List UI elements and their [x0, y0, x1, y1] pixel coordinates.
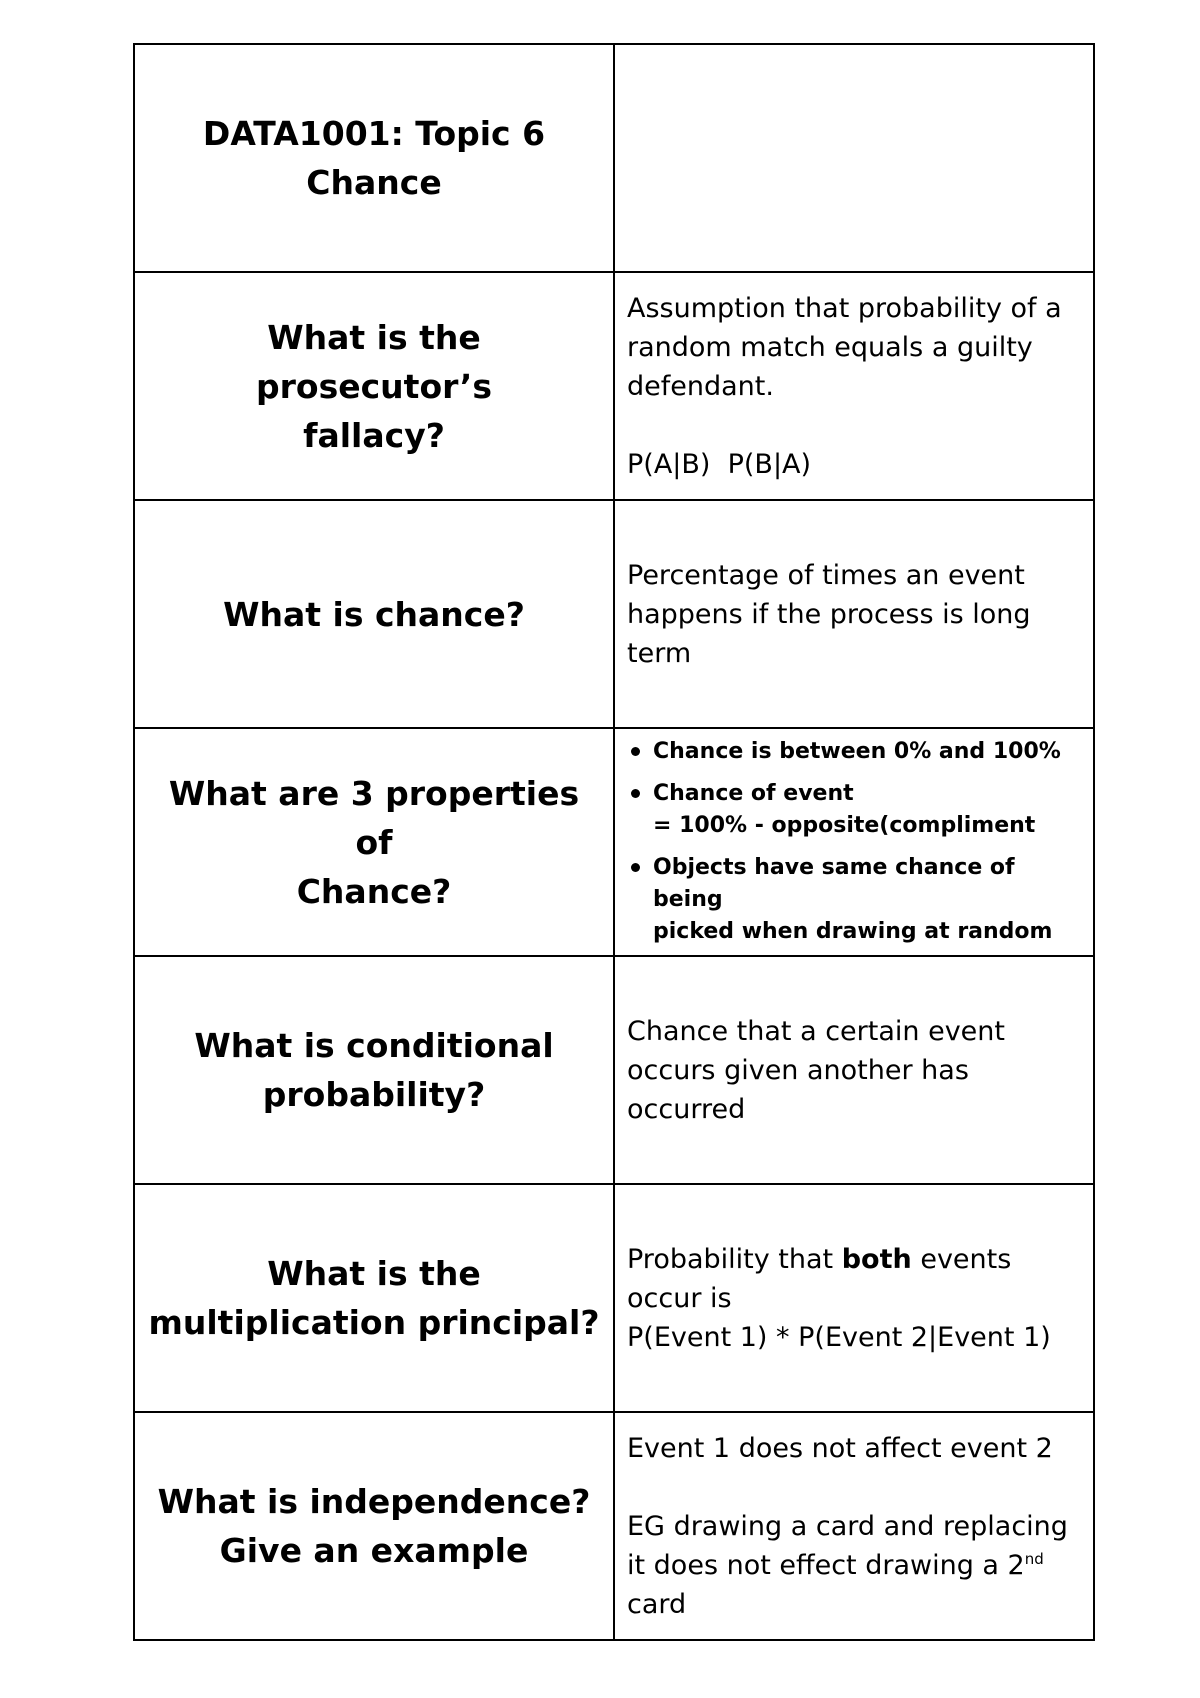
answer-formula: P(A|B) P(B|A)	[627, 448, 812, 480]
card-row-prosecutors-fallacy	[134, 272, 1094, 500]
answer-cell	[614, 1184, 1094, 1412]
question-line: What are 3 properties of	[168, 773, 580, 862]
list-item: Chance is between 0% and 100%	[627, 736, 1083, 768]
properties-list	[627, 736, 1083, 948]
card-row-multiplication-principal	[134, 1184, 1094, 1412]
answer-text: Chance that a certain event occurs given another has occurred	[627, 1015, 1005, 1125]
question-cell	[134, 956, 614, 1184]
answer-cell	[614, 500, 1094, 728]
question-line: probability?	[262, 1075, 486, 1114]
answer-text: Percentage of times an event happens if the process is long term	[627, 559, 1031, 669]
question-cell	[134, 1184, 614, 1412]
bullet-icon	[631, 747, 640, 756]
question-line: What is conditional	[194, 1026, 554, 1065]
answer-formula: P(Event 1) * P(Event 2|Event 1)	[627, 1321, 1051, 1353]
question-line: What is the	[267, 1254, 481, 1293]
title-blank-cell	[614, 44, 1094, 272]
card-row-independence	[134, 1412, 1094, 1640]
answer-cell	[614, 1412, 1094, 1640]
answer-cell	[614, 728, 1094, 956]
question-line: Chance?	[296, 871, 452, 911]
answer-cell	[614, 956, 1094, 1184]
title-line-2: Chance	[306, 163, 442, 202]
list-item: Chance of event = 100% - opposite(compliment	[627, 778, 1083, 842]
bullet-icon	[631, 863, 640, 872]
question-line: fallacy?	[303, 415, 445, 455]
card-row-conditional-probability	[134, 956, 1094, 1184]
title-cell	[134, 44, 614, 272]
title-line-1: DATA1001: Topic 6	[202, 114, 546, 153]
card-row-properties	[134, 728, 1094, 956]
emphasis-both: both	[841, 1243, 912, 1275]
question-line: What is the prosecutor’s	[256, 317, 492, 406]
flashcard-table	[133, 43, 1095, 1641]
question-line: multiplication principal?	[148, 1303, 600, 1342]
answer-text: Assumption that probability of a random match equals a guilty defendant.	[627, 292, 1062, 402]
card-row-chance	[134, 500, 1094, 728]
answer-text: Probability that both events occur is	[627, 1243, 1020, 1314]
question-cell	[134, 728, 614, 956]
header-row	[134, 44, 1094, 272]
ordinal-suffix: nd	[1024, 1549, 1044, 1568]
answer-text: Event 1 does not affect event 2	[627, 1432, 1053, 1464]
answer-example: EG drawing a card and replacing it does not effect drawing a 2nd card	[627, 1510, 1068, 1620]
question-cell	[134, 1412, 614, 1640]
question-cell	[134, 272, 614, 500]
bullet-icon	[631, 789, 640, 798]
question-line: Give an example	[219, 1531, 529, 1570]
question-cell	[134, 500, 614, 728]
question-line: What is independence?	[157, 1482, 591, 1521]
list-item: Objects have same chance of being picked when drawing at random	[627, 852, 1083, 948]
question-line: What is chance?	[223, 594, 525, 634]
answer-cell	[614, 272, 1094, 500]
